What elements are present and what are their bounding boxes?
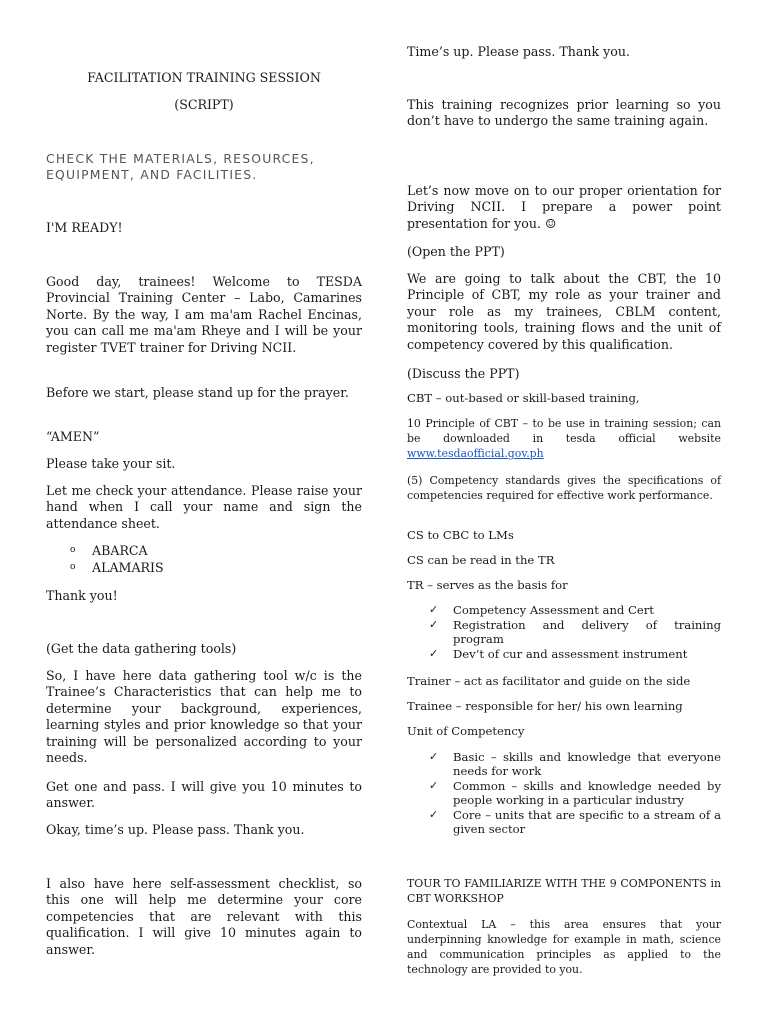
- self-assessment-paragraph: I also have here self-assessment checklist, so this one will help me determine your core competencies that are relevant with this qualification. I will give 10 minutes again to answer.: [46, 876, 362, 957]
- list-item: ✓ Basic – skills and knowledge that everyone needs for work: [429, 750, 721, 778]
- welcome-paragraph: Good day, trainees! Welcome to TESDA Provincial Training Center – Labo, Camarines Norte. By the way, I am ma'am Rachel Encinas, you can call me ma'am Rheye and I will be your register TVET trainer for Driving NCII.: [46, 274, 362, 355]
- bullet-icon: o: [70, 562, 76, 572]
- bullet-icon: o: [70, 545, 76, 555]
- orientation-paragraph: Let’s now move on to our proper orientation for Driving NCII. I prepare a power point presentation for you. ☺: [407, 183, 721, 231]
- sit-text: Please take your sit.: [46, 456, 176, 471]
- checkmark-icon: ✓: [429, 779, 439, 792]
- checkmark-icon: ✓: [429, 647, 439, 660]
- cs-tr-text: CS can be read in the TR: [407, 553, 555, 567]
- recognizes-paragraph: This training recognizes prior learning so you don’t have to undergo the same training again.: [407, 97, 721, 129]
- principle-paragraph: 10 Principle of CBT – to be use in training session; can be downloaded in tesda official website www.tesdaofficial.gov.ph: [407, 417, 721, 460]
- cs-cbc-text: CS to CBC to LMs: [407, 528, 514, 542]
- document-subtitle: (SCRIPT): [174, 97, 234, 112]
- trainer-text: Trainer – act as facilitator and guide on the side: [407, 674, 691, 688]
- list-item: o ALAMARIS: [70, 560, 164, 575]
- unit-of-competency-heading: Unit of Competency: [407, 724, 525, 738]
- checkmark-icon: ✓: [429, 808, 439, 821]
- document-title: FACILITATION TRAINING SESSION: [87, 70, 321, 85]
- okay-text: Okay, time’s up. Please pass. Thank you.: [46, 822, 305, 837]
- contextual-paragraph: Contextual LA – this area ensures that your underpinning knowledge for example in math, science and communication principles as applied to the technology are provided to you.: [407, 918, 721, 976]
- names-list: [70, 542, 164, 576]
- tour-heading: TOUR TO FAMILIARIZE WITH THE 9 COMPONENTS in CBT WORKSHOP: [407, 877, 721, 905]
- list-item: o ABARCA: [70, 543, 148, 558]
- tesda-website-link[interactable]: www.tesdaofficial.gov.ph: [407, 447, 544, 460]
- times-up-text: Time’s up. Please pass. Thank you.: [407, 44, 630, 59]
- checkmark-icon: ✓: [429, 618, 439, 631]
- list-item: ✓ Registration and delivery of training program: [429, 618, 721, 646]
- discuss-ppt-text: (Discuss the PPT): [407, 366, 520, 381]
- tools-paragraph: So, I have here data gathering tool w/c is the Trainee’s Characteristics that can help me to determine your background, experiences, learning styles and prior knowledge so that your training will be personalized according to your needs.: [46, 668, 362, 766]
- checkmark-icon: ✓: [429, 750, 439, 763]
- attendance-paragraph: Let me check your attendance. Please raise your hand when I call your name and sign the attendance sheet.: [46, 483, 362, 531]
- list-item: ✓ Common – skills and knowledge needed by people working in a particular industry: [429, 779, 721, 807]
- list-item: ✓ Competency Assessment and Cert: [429, 603, 654, 617]
- list-item: ✓ Core – units that are specific to a stream of a given sector: [429, 808, 721, 836]
- checkmark-icon: ✓: [429, 603, 439, 616]
- ready-text: I'M READY!: [46, 220, 123, 235]
- amen-text: “AMEN”: [46, 429, 100, 444]
- list-item: ✓ Dev’t of cur and assessment instrument: [429, 647, 688, 661]
- talk-paragraph: We are going to talk about the CBT, the 10 Principle of CBT, my role as your trainer and your role as my trainees, CBLM content, monitoring tools, training flows and the unit of competency covered by this qualification.: [407, 271, 721, 352]
- unit-checklist: [429, 750, 721, 837]
- check-heading: CHECK THE MATERIALS, RESOURCES, EQUIPMENT, AND FACILITIES.: [46, 151, 315, 182]
- get-one-paragraph: Get one and pass. I will give you 10 minutes to answer.: [46, 779, 362, 811]
- tr-checklist: [429, 603, 721, 662]
- open-ppt-text: (Open the PPT): [407, 244, 505, 259]
- get-tools-text: (Get the data gathering tools): [46, 641, 237, 656]
- tr-text: TR – serves as the basis for: [407, 578, 568, 592]
- cbt-definition: CBT – out-based or skill-based training,: [407, 391, 640, 405]
- prayer-paragraph: Before we start, please stand up for the prayer.: [46, 385, 349, 400]
- trainee-text: Trainee – responsible for her/ his own learning: [407, 699, 683, 713]
- thanks-text: Thank you!: [46, 588, 118, 603]
- standards-paragraph: (5) Competency standards gives the specifications of competencies required for effective work performance.: [407, 474, 721, 502]
